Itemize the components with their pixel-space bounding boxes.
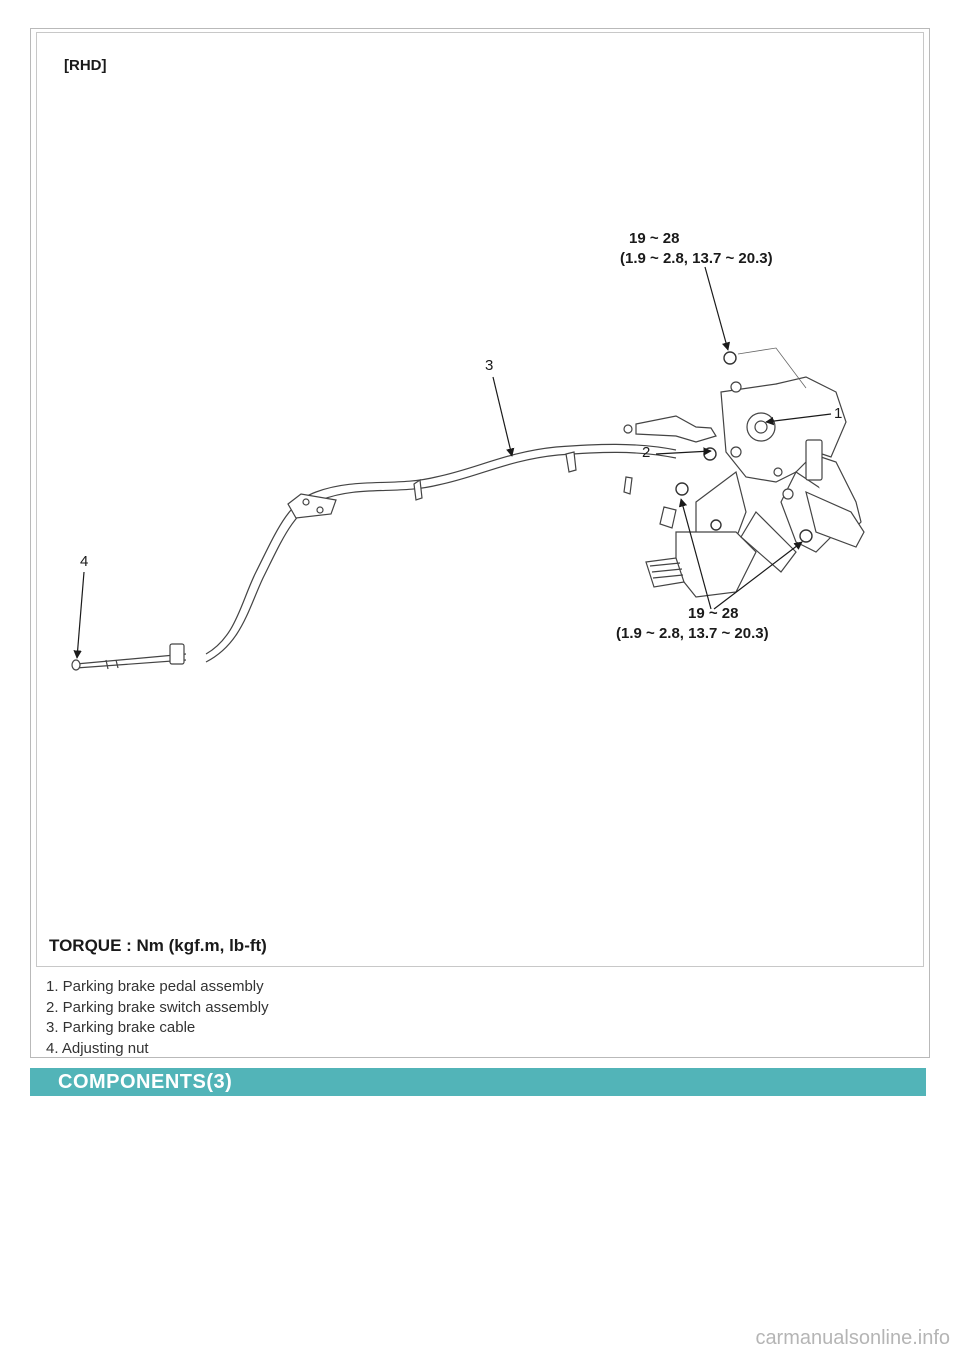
callout-1: 1 [834, 405, 843, 422]
callout-2: 2 [642, 444, 651, 461]
variant-label: [RHD] [64, 57, 107, 74]
watermark: carmanualsonline.info [755, 1327, 950, 1349]
cable-clips [288, 452, 676, 528]
torque-top-value: 19 ~ 28 [629, 230, 680, 247]
torque-bottom-detail: (1.9 ~ 2.8, 13.7 ~ 20.3) [616, 625, 769, 642]
brake-cable [72, 444, 676, 670]
parts-legend [46, 977, 269, 1059]
leader-arrows [77, 267, 831, 658]
torque-bottom-value: 19 ~ 28 [688, 605, 739, 622]
callout-3: 3 [485, 357, 494, 374]
pedal-assembly [624, 377, 864, 597]
legend-item: 4. Adjusting nut [46, 1039, 149, 1057]
torque-top-detail: (1.9 ~ 2.8, 13.7 ~ 20.3) [620, 250, 773, 267]
legend-item: 2. Parking brake switch assembly [46, 998, 269, 1016]
section-header [30, 1068, 926, 1096]
legend-item: 3. Parking brake cable [46, 1019, 196, 1036]
legend-item: 1. Parking brake pedal assembly [46, 978, 264, 995]
section-title: COMPONENTS(3) [58, 1071, 233, 1093]
callout-4: 4 [80, 553, 89, 570]
parking-brake-diagram [36, 32, 924, 967]
torque-units-label: TORQUE : Nm (kgf.m, lb-ft) [49, 936, 267, 955]
